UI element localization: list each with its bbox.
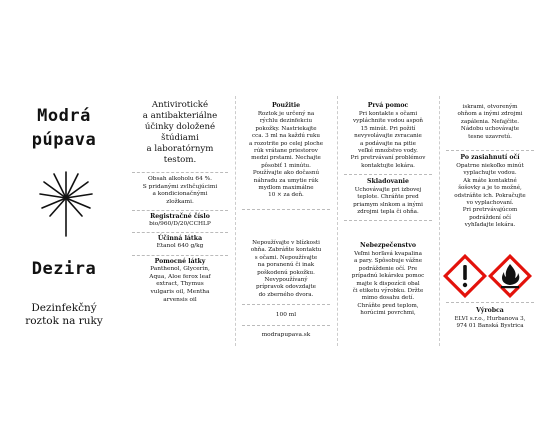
hazard-line: prípadnú lekársku pomoc — [351, 273, 425, 280]
warning-line: Nevypoužívaný — [264, 277, 308, 284]
brand-name — [12, 104, 116, 152]
usage-line: pokožky. Nastriekajte — [255, 125, 317, 132]
exclamation-pictogram-icon — [443, 254, 487, 298]
intro-line: a antibakteriálne — [142, 111, 218, 121]
auxiliary-line: vulgaris oil, Mentha — [150, 289, 210, 296]
composition-note — [126, 176, 234, 207]
first-aid-line: Pri kontakte s očami — [358, 111, 418, 117]
first-aid-text — [338, 111, 438, 170]
dandelion-icon — [38, 168, 94, 238]
eye-contact-line: Opatrne niekoľko minút — [456, 163, 524, 169]
eye-contact-line: vyplachujte vodou. — [463, 170, 517, 177]
usage-line: rúk vrátane priestorov — [254, 148, 318, 155]
hazard-continued-text — [440, 104, 540, 141]
warning-line: s očami. Nepoužívajte — [254, 254, 318, 261]
usage-line: náhradu za umytie rúk — [253, 177, 319, 184]
subtitle-line1: Dezinfekčný — [31, 302, 97, 314]
hazard-line: mimo dosahu detí. — [361, 295, 415, 302]
eye-contact-line: šošovky a je to možné, — [458, 185, 522, 192]
usage-line: pôsobiť 1 minútu. — [261, 162, 311, 169]
hazard-continued-line: ohňom a inými zdrojmi — [457, 111, 523, 118]
separator — [132, 255, 228, 256]
eye-contact-line: Pri pretrvávajúcom — [462, 207, 518, 214]
manufacturer-line: ELVI s.r.o., Hurbanova 3, — [454, 316, 526, 322]
separator — [132, 172, 228, 173]
eye-contact-line: odstráňte ich. Pokračujte — [454, 192, 526, 199]
manufacturer-title: Výrobca — [476, 307, 504, 314]
eye-contact-line: Ak máte kontaktné — [463, 177, 517, 184]
eye-contact-title: Po zasiahnutí očí — [460, 154, 520, 161]
website-link: modrapupava.sk — [261, 332, 311, 338]
separator — [132, 232, 228, 233]
product-subtitle — [6, 302, 122, 328]
hazard-line: Chráňte pred teplom, — [357, 302, 419, 309]
storage-title: Skladovanie — [367, 178, 409, 185]
usage-line: Používajte ako dočasnú — [252, 170, 320, 177]
active-substance-value: Etanol 640 g/kg — [156, 243, 204, 249]
separator — [242, 304, 330, 305]
warning-line: Nepoužívajte v blízkosti — [252, 240, 320, 246]
manufacturer-address — [440, 316, 540, 331]
registration-value: bio/960/D/20/CCHLP — [149, 221, 211, 227]
usage-text — [236, 111, 336, 200]
separator — [446, 150, 534, 151]
auxiliary-title: Pomocné látky — [154, 258, 206, 265]
flame-pictogram-icon — [488, 254, 532, 298]
hazard-continued-line: tesne uzavretú. — [468, 133, 512, 140]
usage-line: mydlom maximálne — [258, 185, 314, 192]
composition-line: a kondicionačnými — [152, 191, 208, 198]
intro-line: účinky doložené — [144, 122, 216, 132]
usage-line: cca. 3 ml na každú ruku — [252, 133, 320, 140]
composition-line: S pridanými zvlhčujúcimi — [142, 183, 218, 190]
volume: 100 ml — [275, 312, 297, 318]
warning-line: na poranenú či inak — [257, 262, 315, 269]
active-substance-title: Účinná látka — [157, 235, 203, 242]
warning-line: ohňa. Zabráňte kontaktu — [250, 247, 322, 254]
first-aid-line: veľké množstvo vody. — [358, 148, 418, 155]
first-aid-line: vypláchnite vodou aspoň — [352, 118, 424, 125]
composition-line: zložkami. — [166, 199, 194, 206]
subtitle-line2: roztok na ruky — [25, 315, 103, 327]
warnings-text — [236, 240, 336, 299]
intro-line: Antivirotické — [151, 100, 209, 110]
storage-line: Uchovávajte pri izbovej — [354, 187, 422, 193]
separator — [242, 209, 330, 210]
hazard-line: Veľmi horľavá kvapalina — [354, 251, 422, 257]
hazard-line: a pary. Spôsobuje vážne — [353, 258, 423, 265]
auxiliary-line: extract, Thymus — [156, 281, 204, 288]
separator — [344, 174, 432, 175]
auxiliary-line: Panthenol, Glycerin, — [150, 266, 210, 272]
eye-contact-line: vyhľadajte lekára. — [464, 222, 516, 229]
manufacturer-line: 974 01 Banská Bystrica — [456, 323, 524, 330]
separator — [344, 220, 432, 221]
first-aid-line: nevyvolávajte zvracanie — [354, 133, 422, 140]
intro-line: štúdiami — [161, 133, 199, 143]
registration-title: Registračné číslo — [150, 213, 210, 220]
storage-line: priamym slnkom a inými — [353, 201, 423, 208]
product-name: Dezira — [31, 259, 97, 279]
intro-claims — [126, 100, 234, 166]
first-aid-line: Pri pretrvávaní problémov — [350, 155, 426, 162]
hazard-continued-line: iskrami, otvoreným — [462, 104, 518, 110]
first-aid-line: a podávajte na pitie — [360, 140, 416, 147]
separator — [242, 325, 330, 326]
usage-title: Použitie — [271, 102, 301, 109]
brand-name-line1: Modrá — [37, 106, 91, 126]
eye-contact-line: vo vyplachovaní. — [466, 200, 514, 207]
first-aid-title: Prvá pomoc — [367, 102, 409, 109]
eye-contact-line: podráždení očí — [469, 214, 511, 221]
hazard-line: či etiketu výrobku. Držte — [352, 288, 424, 295]
intro-line: testom. — [163, 155, 197, 165]
hazard-line: majte k dispozícii obal — [356, 280, 420, 287]
usage-line: a rozotrite po celej ploche — [248, 140, 324, 147]
separator — [446, 302, 534, 303]
composition-line: Obsah alkoholu 64 %. — [147, 176, 212, 182]
warning-line: prípravok odovzdajte — [256, 284, 316, 291]
hazard-continued-line: zapálenia. Nefajčite. — [460, 118, 520, 125]
first-aid-line: 15 minút. Pri požití — [360, 125, 416, 132]
auxiliary-list — [126, 266, 234, 305]
storage-text — [338, 187, 438, 217]
auxiliary-line: Aqua, Aloe ferox leaf — [149, 273, 211, 280]
intro-line: a laboratórnym — [146, 144, 214, 154]
storage-line: zdrojmi tepla či ohňa. — [357, 209, 419, 216]
storage-line: teplote. Chráňte pred — [357, 194, 419, 201]
usage-line: Roztok je určený na — [257, 111, 315, 117]
first-aid-line: kontaktujte lekára. — [361, 162, 415, 169]
eye-contact-text — [440, 163, 540, 230]
hazard-text — [338, 251, 438, 318]
warning-line: do zberného dvora. — [258, 291, 314, 298]
hazard-continued-line: Nádobu uchovávajte — [460, 126, 520, 133]
hazard-line: podráždenie očí. Pre — [358, 265, 418, 272]
hazard-line: horúcimi povrchmi, — [360, 310, 416, 317]
usage-line: rýchlu dezinfekciu — [259, 118, 313, 125]
separator — [132, 210, 228, 211]
usage-line: medzi prstami. Nechajte — [251, 155, 321, 162]
brand-name-line2: púpava — [31, 130, 97, 150]
warning-line: poškodenú pokožku. — [257, 269, 315, 276]
hazard-title: Nebezpečenstvo — [360, 242, 416, 249]
usage-line: 10 × za deň. — [268, 192, 304, 199]
auxiliary-line: arvensis oil — [163, 296, 197, 303]
